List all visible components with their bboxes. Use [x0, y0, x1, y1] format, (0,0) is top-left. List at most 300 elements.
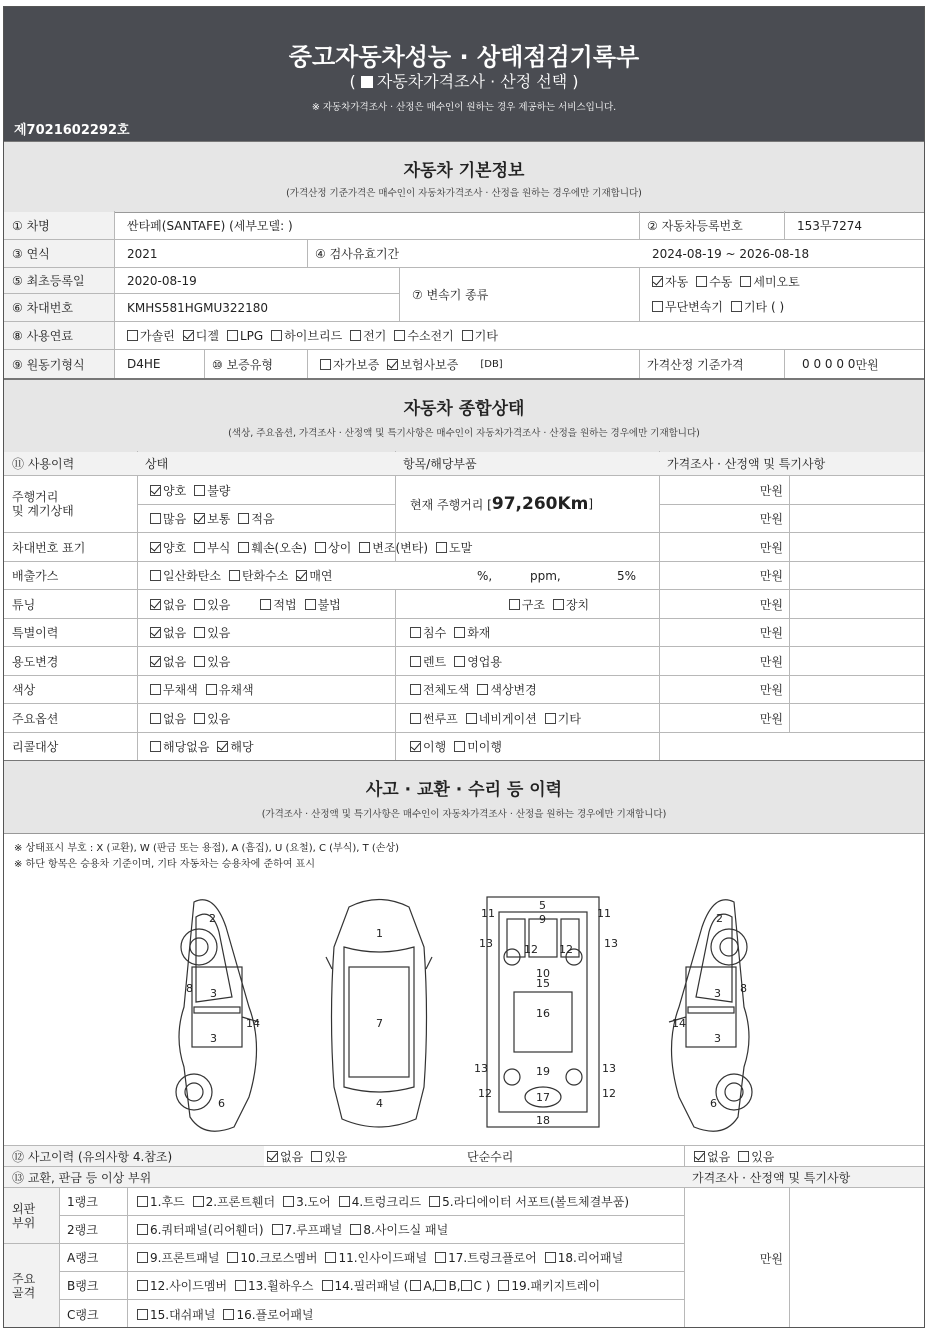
subtitle-paren: (: [349, 72, 361, 91]
checkbox-icon: [436, 542, 447, 553]
option-label: 일산화탄소: [163, 569, 221, 583]
checkbox-checked-icon: [267, 1151, 278, 1162]
option-label: 없음: [280, 1149, 304, 1164]
fuel-other-option[interactable]: [462, 327, 498, 344]
recall-status: [402, 733, 657, 760]
svg-text:12: 12: [559, 943, 573, 956]
rank2-label: 2랭크: [67, 1223, 98, 1237]
state-header: 상태: [137, 452, 395, 475]
emi-hc-option[interactable]: [229, 567, 288, 584]
emi-co-option[interactable]: [150, 567, 221, 584]
checkbox-icon: [466, 713, 477, 724]
checkbox-checked-icon: [150, 542, 161, 553]
engine-type-value: D4HE: [127, 357, 161, 371]
svg-text:14: 14: [672, 1017, 686, 1030]
rear-panel-option[interactable]: [545, 1249, 623, 1266]
checkbox-icon: [498, 1280, 509, 1291]
option-label: 보통: [207, 512, 231, 526]
checkbox-icon: [435, 1252, 446, 1263]
side-sill-option[interactable]: [350, 1221, 448, 1238]
checkbox-icon: [553, 599, 564, 610]
fuel-hybrid-option[interactable]: [271, 327, 342, 344]
trunk-floor-option[interactable]: [435, 1249, 537, 1266]
tuning-label: 튜닝: [12, 597, 36, 612]
mileage-bracket: ]: [588, 497, 594, 511]
option-label: 2.프론트휀더: [205, 1195, 276, 1209]
color-parts: [402, 676, 657, 703]
won-unit: 만원: [759, 711, 783, 726]
option-label: 색상변경: [490, 683, 537, 697]
checkbox-icon: [260, 599, 271, 610]
transmission-row2: [644, 293, 924, 319]
tuning-exists-option[interactable]: [194, 596, 230, 613]
car-diagram: [154, 887, 794, 1147]
emission-unit-percent: %,: [477, 568, 493, 583]
checkbox-icon: [454, 741, 465, 752]
main-options-parts: [402, 704, 657, 732]
trans-manual-option[interactable]: [696, 273, 732, 290]
checkbox-icon: [193, 1196, 204, 1207]
checkbox-checked-icon: [194, 513, 205, 524]
checkbox-icon: [238, 542, 249, 553]
checkbox-icon: [435, 1280, 446, 1291]
option-label: 있음: [207, 711, 231, 726]
accident-exists-option[interactable]: [311, 1148, 347, 1165]
won-unit: 만원: [759, 569, 783, 583]
checkbox-icon: [150, 570, 161, 581]
basic-info-title: 자동차 기본정보: [403, 161, 525, 181]
option-label: 불법: [317, 597, 341, 612]
option-label: 19.패키지트레이: [511, 1279, 601, 1293]
svg-text:2: 2: [716, 912, 723, 925]
car-underbody-view: [474, 897, 618, 1127]
option-label: 7.루프패널: [284, 1223, 343, 1237]
main-options-state: [142, 704, 392, 732]
tuning-device-option[interactable]: [553, 596, 589, 613]
checkbox-icon: [150, 741, 161, 752]
checkbox-icon: [137, 1280, 148, 1291]
rankB-label: B랭크: [67, 1279, 99, 1293]
svg-text:2: 2: [209, 912, 216, 925]
trans-auto-option[interactable]: [652, 273, 688, 290]
pillar-panel-option[interactable]: [322, 1277, 409, 1294]
checkbox-icon: [509, 599, 520, 610]
option-label: 적법: [273, 597, 297, 612]
floor-panel-option[interactable]: [223, 1306, 313, 1323]
subtitle-text: 자동차가격조사 · 산정 선택 ): [376, 72, 579, 91]
achromatic-option[interactable]: [150, 681, 198, 698]
svg-text:13: 13: [479, 937, 493, 950]
other-option[interactable]: [545, 710, 581, 727]
hood-option[interactable]: [137, 1193, 185, 1210]
fuel-gasoline-option[interactable]: [127, 327, 175, 344]
option-label: 이행: [423, 740, 447, 754]
option-label: LPG: [239, 328, 264, 343]
trunk-lid-option[interactable]: [339, 1193, 421, 1210]
option-label: 유채색: [218, 683, 254, 697]
commercial-option[interactable]: [454, 653, 502, 670]
svg-text:10: 10: [536, 967, 550, 980]
option-label: 변조(변타): [372, 540, 429, 555]
accident-none-option[interactable]: [267, 1148, 303, 1165]
option-label: 훼손(오손): [251, 540, 308, 555]
svg-text:6: 6: [710, 1097, 717, 1110]
option-label: 양호: [163, 540, 187, 555]
cross-member-option[interactable]: [227, 1249, 317, 1266]
exchange-parts-label: ⑬ 교환, 판금 등 이상 부위: [4, 1167, 684, 1187]
checkbox-icon: [410, 1280, 421, 1291]
exchange-price-label: 가격조사 · 산정액 및 특기사항: [684, 1167, 924, 1187]
recall-done-option[interactable]: [410, 738, 446, 755]
option-label: C ): [473, 1278, 491, 1293]
overall-state-subtitle: (색상, 주요옵션, 가격조사 · 산정액 및 특기사항은 매수인이 자동차가격조사 · 산정을 원하는 경우에만 기재합니다): [228, 428, 700, 439]
recall-na-option[interactable]: [150, 738, 209, 755]
option-label: 수동: [709, 275, 733, 289]
option-label: 영업용: [467, 654, 502, 669]
odo-few-option[interactable]: [238, 510, 274, 527]
svg-text:14: 14: [246, 1017, 260, 1030]
checkbox-checked-icon: [150, 656, 161, 667]
checkbox-icon: [223, 1309, 234, 1320]
option-label: 없음: [163, 654, 187, 669]
mileage-value: 97,260Km: [491, 494, 589, 514]
checkbox-checked-icon: [150, 485, 161, 496]
color-options: [142, 676, 392, 703]
won-unit: 만원: [759, 512, 783, 526]
checkbox-icon: [394, 330, 405, 341]
svg-text:19: 19: [536, 1065, 550, 1078]
options-exists-option[interactable]: [194, 710, 230, 727]
option-label: 많음: [163, 512, 187, 526]
parts-header: 항목/해당부품: [395, 452, 659, 475]
checkbox-icon: [311, 1151, 322, 1162]
option-label: 네비게이션: [478, 711, 537, 726]
checkbox-icon: [410, 684, 421, 695]
trans-cvt-option[interactable]: [652, 298, 723, 315]
inspection-record-page: [3, 6, 925, 1328]
trans-other-option[interactable]: [731, 298, 784, 315]
checkbox-icon: [410, 713, 421, 724]
checkbox-icon: [194, 485, 205, 496]
checkbox-icon: [462, 330, 473, 341]
vin-damage-option[interactable]: [238, 539, 307, 556]
accident-header: [4, 760, 924, 834]
pillar-b-option[interactable]: [435, 1279, 460, 1293]
option-label: 18.리어패널: [557, 1251, 624, 1265]
checkbox-icon: [227, 1252, 238, 1263]
option-label: 상이: [328, 540, 352, 555]
front-fender-option[interactable]: [193, 1193, 275, 1210]
svg-text:12: 12: [524, 943, 538, 956]
option-label: B,: [448, 1278, 461, 1293]
checkbox-icon: [339, 1196, 350, 1207]
price-unit: 만원: [855, 357, 879, 372]
transmission-row1: [644, 269, 924, 294]
checkbox-checked-icon: [150, 627, 161, 638]
option-label: 있음: [207, 626, 231, 640]
checkbox-icon: [272, 1224, 283, 1235]
option-label: 무단변속기: [665, 299, 723, 314]
warranty-label: ⑩ 보증유형: [212, 357, 273, 372]
repair-none-option[interactable]: [694, 1148, 730, 1165]
svg-text:18: 18: [536, 1114, 550, 1127]
special-none-option[interactable]: [150, 624, 186, 641]
checkbox-icon: [738, 1151, 749, 1162]
car-right-side-view: [669, 900, 752, 1131]
emi-smoke-option[interactable]: [296, 567, 332, 584]
first-reg-label: ⑤ 최초등록일: [4, 268, 114, 293]
option-label: 15.대쉬패널: [150, 1307, 216, 1322]
checkbox-icon: [283, 1196, 294, 1207]
roof-panel-option[interactable]: [272, 1221, 343, 1238]
svg-text:4: 4: [376, 1097, 383, 1110]
checkbox-icon: [194, 713, 205, 724]
inspection-validity-value: 2024-08-19 ~ 2026-08-18: [652, 246, 810, 261]
filled-square-icon: [361, 76, 373, 88]
tuning-legal-option[interactable]: [260, 596, 296, 613]
checkbox-icon: [235, 1280, 246, 1291]
svg-text:15: 15: [536, 977, 550, 990]
rent-option[interactable]: [410, 653, 446, 670]
checkbox-icon: [652, 301, 663, 312]
option-label: 없음: [163, 626, 187, 640]
option-label: 8.사이드실 패널: [363, 1223, 449, 1237]
checkbox-icon: [410, 656, 421, 667]
svg-text:8: 8: [186, 982, 193, 995]
checkbox-checked-icon: [410, 741, 421, 752]
rank2-items: [129, 1216, 684, 1243]
transmission-label: ⑦ 변속기 종류: [412, 288, 489, 302]
color-label: 색상: [12, 683, 36, 697]
usage-history-header: ⑪ 사용이력: [4, 452, 137, 475]
wheel-house-option[interactable]: [235, 1277, 313, 1294]
odo-good-option[interactable]: [150, 482, 186, 499]
accident-history-label: ⑫ 사고이력 (유의사항 4.참조): [4, 1146, 264, 1166]
option-label: 17.트렁크플로어: [448, 1251, 537, 1265]
checkbox-icon: [315, 542, 326, 553]
tuning-none-option[interactable]: [150, 596, 186, 613]
vin-value: KMHS581HGMU322180: [127, 300, 269, 315]
checkbox-icon: [410, 627, 421, 638]
checkbox-icon: [227, 330, 238, 341]
rankA-items: [129, 1244, 684, 1271]
svg-text:13: 13: [474, 1062, 488, 1075]
recall-pending-option[interactable]: [454, 738, 502, 755]
option-label: 있음: [751, 1149, 775, 1164]
checkbox-icon: [206, 684, 217, 695]
option-label: 전기: [363, 329, 387, 343]
odo-normal-option[interactable]: [194, 510, 230, 527]
odometer-state-a: [142, 476, 392, 504]
option-label: 자가보증: [333, 357, 380, 372]
car-name-label: ① 차명: [4, 212, 114, 239]
inspection-validity-label: ④ 검사유효기간: [315, 247, 400, 261]
rankA-label: A랭크: [67, 1251, 99, 1265]
side-member-option[interactable]: [137, 1277, 227, 1294]
fuel-lpg-option[interactable]: [227, 329, 263, 343]
outer-panel-label: 외판 부위: [4, 1188, 59, 1243]
svg-text:9: 9: [539, 913, 546, 926]
service-note: ※ 자동차가격조사 · 산정은 매수인이 원하는 경우 제공하는 서비스입니다.: [311, 102, 617, 113]
recall-applicable-option[interactable]: [217, 738, 253, 755]
svg-text:3: 3: [210, 987, 217, 1000]
door-option[interactable]: [283, 1193, 331, 1210]
option-label: 기타: [474, 329, 498, 343]
package-tray-option[interactable]: [498, 1277, 600, 1294]
vin-altered-option[interactable]: [359, 539, 428, 556]
option-label: 장치: [565, 597, 590, 612]
checkbox-icon: [137, 1252, 148, 1263]
tuning-structure-option[interactable]: [509, 596, 545, 613]
option-label: 가솔린: [140, 329, 175, 343]
svg-text:12: 12: [602, 1087, 616, 1100]
quarter-panel-option[interactable]: [137, 1221, 264, 1238]
checkbox-icon: [461, 1280, 472, 1291]
checkbox-icon: [194, 599, 205, 610]
option-label: 하이브리드: [284, 329, 343, 343]
svg-text:3: 3: [714, 987, 721, 1000]
checkbox-checked-icon: [217, 741, 228, 752]
checkbox-icon: [454, 627, 465, 638]
reg-number-value: 153무7274: [797, 219, 863, 233]
checkbox-icon: [731, 301, 742, 312]
checkbox-checked-icon: [387, 359, 398, 370]
simple-repair-options: [686, 1146, 921, 1166]
checkbox-checked-icon: [652, 276, 663, 287]
checkbox-icon: [194, 542, 205, 553]
odo-bad-option[interactable]: [194, 482, 230, 499]
special-history-parts: [402, 619, 657, 646]
front-panel-option[interactable]: [137, 1249, 219, 1266]
option-label: 자동: [665, 275, 689, 289]
rankB-items: [129, 1272, 684, 1299]
warranty-insurer-option[interactable]: [387, 356, 458, 373]
warranty-options: [312, 350, 637, 378]
odo-many-option[interactable]: [150, 510, 186, 527]
won-unit: 만원: [759, 626, 783, 640]
checkbox-checked-icon: [150, 599, 161, 610]
basic-info-header: [4, 141, 924, 213]
sunroof-option[interactable]: [410, 710, 458, 727]
option-label: 렌트: [423, 654, 447, 669]
checkbox-icon: [359, 542, 370, 553]
vin-marking-options: [142, 533, 657, 561]
option-label: 있음: [207, 597, 231, 612]
flood-option[interactable]: [410, 624, 446, 641]
simple-repair-label: 단순수리: [467, 1149, 514, 1164]
full-paint-option[interactable]: [410, 681, 469, 698]
dash-panel-option[interactable]: [137, 1306, 215, 1323]
chromatic-option[interactable]: [206, 681, 254, 698]
radiator-support-option[interactable]: [429, 1193, 629, 1210]
tuning-illegal-option[interactable]: [305, 596, 341, 613]
option-label: 양호: [163, 483, 187, 498]
overall-state-title: 자동차 종합상태: [403, 399, 525, 419]
fire-option[interactable]: [454, 624, 490, 641]
svg-text:13: 13: [604, 937, 618, 950]
checkbox-icon: [150, 713, 161, 724]
first-reg-value: 2020-08-19: [127, 273, 197, 288]
option-label: 침수: [423, 626, 447, 640]
vin-rust-option[interactable]: [194, 539, 230, 556]
checkbox-icon: [238, 513, 249, 524]
won-unit: 만원: [759, 540, 783, 555]
checkbox-icon: [229, 570, 240, 581]
special-exists-option[interactable]: [194, 624, 230, 641]
warranty-self-option[interactable]: [320, 356, 379, 373]
document-subtitle: [4, 69, 924, 92]
usage-none-option[interactable]: [150, 653, 186, 670]
main-options-label: 주요옵션: [12, 711, 59, 726]
car-top-view: [326, 900, 432, 1128]
option-label: 탄화수소: [241, 569, 289, 583]
vin-marking-label: 차대번호 표기: [12, 540, 86, 555]
checkbox-icon: [137, 1196, 148, 1207]
pillar-a-option[interactable]: [410, 1279, 435, 1293]
navigation-option[interactable]: [466, 710, 537, 727]
option-label: 11.인사이드패널: [338, 1251, 428, 1265]
trans-semiauto-option[interactable]: [740, 273, 799, 290]
option-label: 12.사이드멤버: [150, 1279, 228, 1293]
option-label: 기타 ( ): [743, 299, 785, 314]
won-unit: 만원: [759, 597, 783, 612]
checkbox-icon: [696, 276, 707, 287]
option-label: 도말: [449, 540, 473, 555]
checkbox-icon: [320, 359, 331, 370]
pillar-c-option[interactable]: [461, 1279, 491, 1293]
main-frame-label: 주요 골격: [4, 1244, 59, 1328]
vin-smeared-option[interactable]: [436, 539, 472, 556]
option-label: 9.프론트패널: [150, 1251, 220, 1265]
tuning-options: [142, 590, 659, 618]
option-label: 구조: [521, 597, 545, 612]
options-none-option[interactable]: [150, 710, 186, 727]
option-label: 불량: [207, 483, 231, 498]
checkbox-checked-icon: [183, 330, 194, 341]
checkbox-icon: [350, 330, 361, 341]
inside-panel-option[interactable]: [325, 1249, 427, 1266]
checkbox-icon: [194, 627, 205, 638]
fuel-diesel-option[interactable]: [183, 327, 219, 344]
checkbox-icon: [325, 1252, 336, 1263]
rank1-items: [129, 1188, 684, 1215]
vin-differ-option[interactable]: [315, 539, 351, 556]
color-change-option[interactable]: [477, 681, 536, 698]
fuel-hydrogen-option[interactable]: [394, 327, 453, 344]
checkbox-icon: [350, 1224, 361, 1235]
vin-good-option[interactable]: [150, 539, 186, 556]
svg-text:17: 17: [536, 1091, 550, 1104]
option-label: 보험사보증: [400, 357, 459, 372]
emissions-label: 배출가스: [12, 569, 59, 583]
usage-exists-option[interactable]: [194, 653, 230, 670]
option-label: 4.트렁크리드: [351, 1195, 422, 1209]
option-label: 화재: [467, 626, 491, 640]
checkbox-icon: [545, 1252, 556, 1263]
svg-text:6: 6: [218, 1097, 225, 1110]
current-mileage: [402, 476, 657, 532]
repair-exists-option[interactable]: [738, 1148, 774, 1165]
fuel-electric-option[interactable]: [350, 327, 386, 344]
option-label: 6.쿼터패널(리어휀더): [150, 1223, 264, 1237]
won-unit: 만원: [759, 683, 783, 697]
option-label: 해당: [230, 740, 254, 754]
option-label: 미이행: [467, 740, 502, 754]
option-label: 10.크로스멤버: [240, 1251, 318, 1265]
option-label: 없음: [163, 711, 187, 726]
rankC-label: C랭크: [67, 1307, 99, 1322]
recall-label: 리콜대상: [12, 740, 59, 754]
